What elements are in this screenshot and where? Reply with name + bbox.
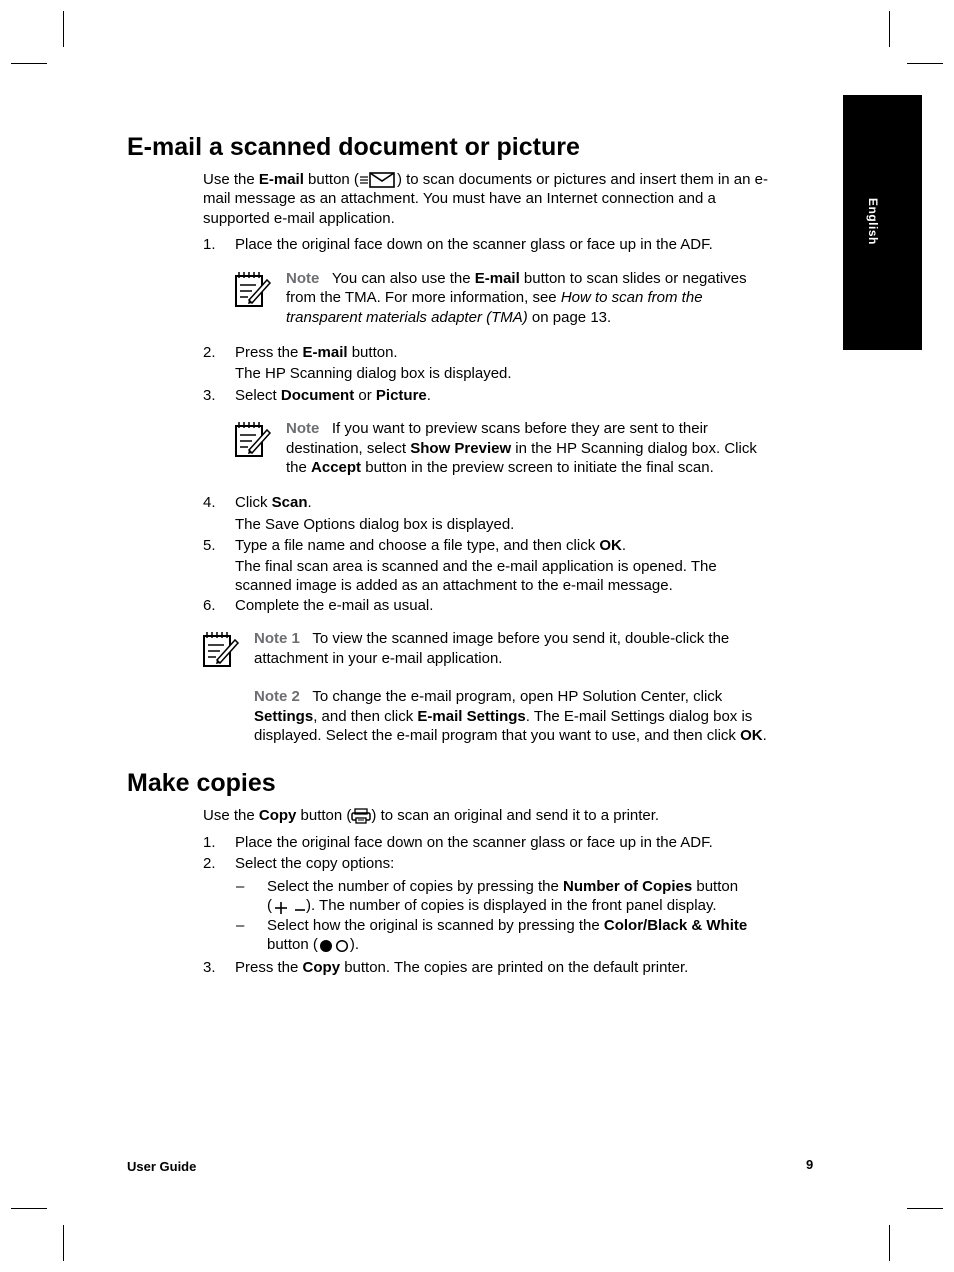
copy-option-2-line-1: Select how the original is scanned by pressing the Color/Black & White — [267, 917, 748, 934]
crop-mark — [63, 1225, 64, 1261]
note-1-line-1: Note You can also use the E-mail button to scan slides or negatives — [286, 270, 747, 287]
copy-intro: Use the Copy button ( ) to scan an original and send it to a printer. — [203, 806, 659, 830]
note-2-b-line-3: displayed. Select the e-mail program that you want to use, and then click OK. — [254, 727, 767, 744]
note-icon — [234, 420, 272, 464]
crop-mark — [63, 11, 64, 47]
step-6-text: Complete the e-mail as usual. — [235, 597, 434, 614]
note-1-line-2: from the TMA. For more information, see How to scan from the — [286, 289, 703, 306]
copy-option-2-line-2: button ( ). — [267, 935, 359, 959]
crop-mark — [907, 63, 943, 64]
copy-option-1-line-2: ( ). The number of copies is displayed in the front panel display. — [267, 896, 717, 920]
step-number: 2. — [203, 344, 216, 361]
crop-mark — [11, 1208, 47, 1209]
step-number: 3. — [203, 387, 216, 404]
step-5-text: Type a file name and choose a file type, and then click OK. — [235, 537, 627, 554]
step-4-result: The Save Options dialog box is displayed. — [235, 516, 515, 533]
color-bw-icon — [318, 937, 350, 959]
note-2-b-line-1: Note 2 To change the e-mail program, open HP Solution Center, click — [254, 688, 723, 705]
step-number: 4. — [203, 494, 216, 511]
intro-line-2: mail message as an attachment. You must have an Internet connection and a — [203, 190, 716, 207]
crop-mark — [907, 1208, 943, 1209]
copy-option-1-line-1: Select the number of copies by pressing the Number of Copies button — [267, 878, 739, 895]
step-number: 1. — [203, 834, 216, 851]
step-number: 3. — [203, 959, 216, 976]
bullet-dash: – — [236, 917, 245, 934]
note-label: Note — [286, 270, 320, 287]
language-tab — [843, 95, 922, 350]
intro-line-1: Use the E-mail button ( ) to scan documents or pictures and insert them in an e- — [203, 170, 768, 194]
step-5-result-1: The final scan area is scanned and the e-mail application is opened. The — [235, 558, 717, 575]
note-label: Note 1 — [254, 630, 300, 647]
step-5-result-2: scanned image is added as an attachment to the e-mail message. — [235, 577, 673, 594]
note-icon — [234, 270, 272, 314]
step-2-result: The HP Scanning dialog box is displayed. — [235, 365, 512, 382]
bullet-dash: – — [236, 878, 245, 895]
section-title-email: E-mail a scanned document or picture — [127, 133, 580, 161]
note-1-a-line-1: Note 1 To view the scanned image before you send it, double-click the — [254, 630, 730, 647]
copy-button-icon — [351, 808, 371, 830]
crop-mark — [889, 11, 890, 47]
step-1-text: Place the original face down on the scanner glass or face up in the ADF. — [235, 236, 713, 253]
note-icon — [202, 630, 240, 674]
intro-line-3: supported e-mail application. — [203, 210, 395, 227]
note-2-line-2: destination, select Show Preview in the HP Scanning dialog box. Click — [286, 440, 757, 457]
note-2-b-line-2: Settings, and then click E-mail Settings. The E-mail Settings dialog box is — [254, 708, 753, 725]
step-2-text: Press the E-mail button. — [235, 344, 398, 361]
section-title-copies: Make copies — [127, 769, 276, 797]
footer-title: User Guide — [127, 1159, 197, 1174]
note-1-a-line-2: attachment in your e-mail application. — [254, 650, 503, 667]
note-2-line-1: Note If you want to preview scans before they are sent to their — [286, 420, 708, 437]
copy-step-1-text: Place the original face down on the scanner glass or face up in the ADF. — [235, 834, 713, 851]
step-number: 5. — [203, 537, 216, 554]
step-4-text: Click Scan. — [235, 494, 312, 511]
note-1-line-3: transparent materials adapter (TMA) on page 13. — [286, 309, 612, 326]
copy-step-2-text: Select the copy options: — [235, 855, 395, 872]
note-2-line-3: the Accept button in the preview screen to initiate the final scan. — [286, 459, 714, 476]
step-number: 2. — [203, 855, 216, 872]
crop-mark — [11, 63, 47, 64]
step-3-text: Select Document or Picture. — [235, 387, 431, 404]
copy-step-3-text: Press the Copy button. The copies are printed on the default printer. — [235, 959, 689, 976]
note-label: Note 2 — [254, 688, 300, 705]
note-label: Note — [286, 420, 320, 437]
step-number: 6. — [203, 597, 216, 614]
crop-mark — [889, 1225, 890, 1261]
step-number: 1. — [203, 236, 216, 253]
language-tab-label: English — [866, 198, 880, 245]
page-number: 9 — [806, 1157, 814, 1172]
